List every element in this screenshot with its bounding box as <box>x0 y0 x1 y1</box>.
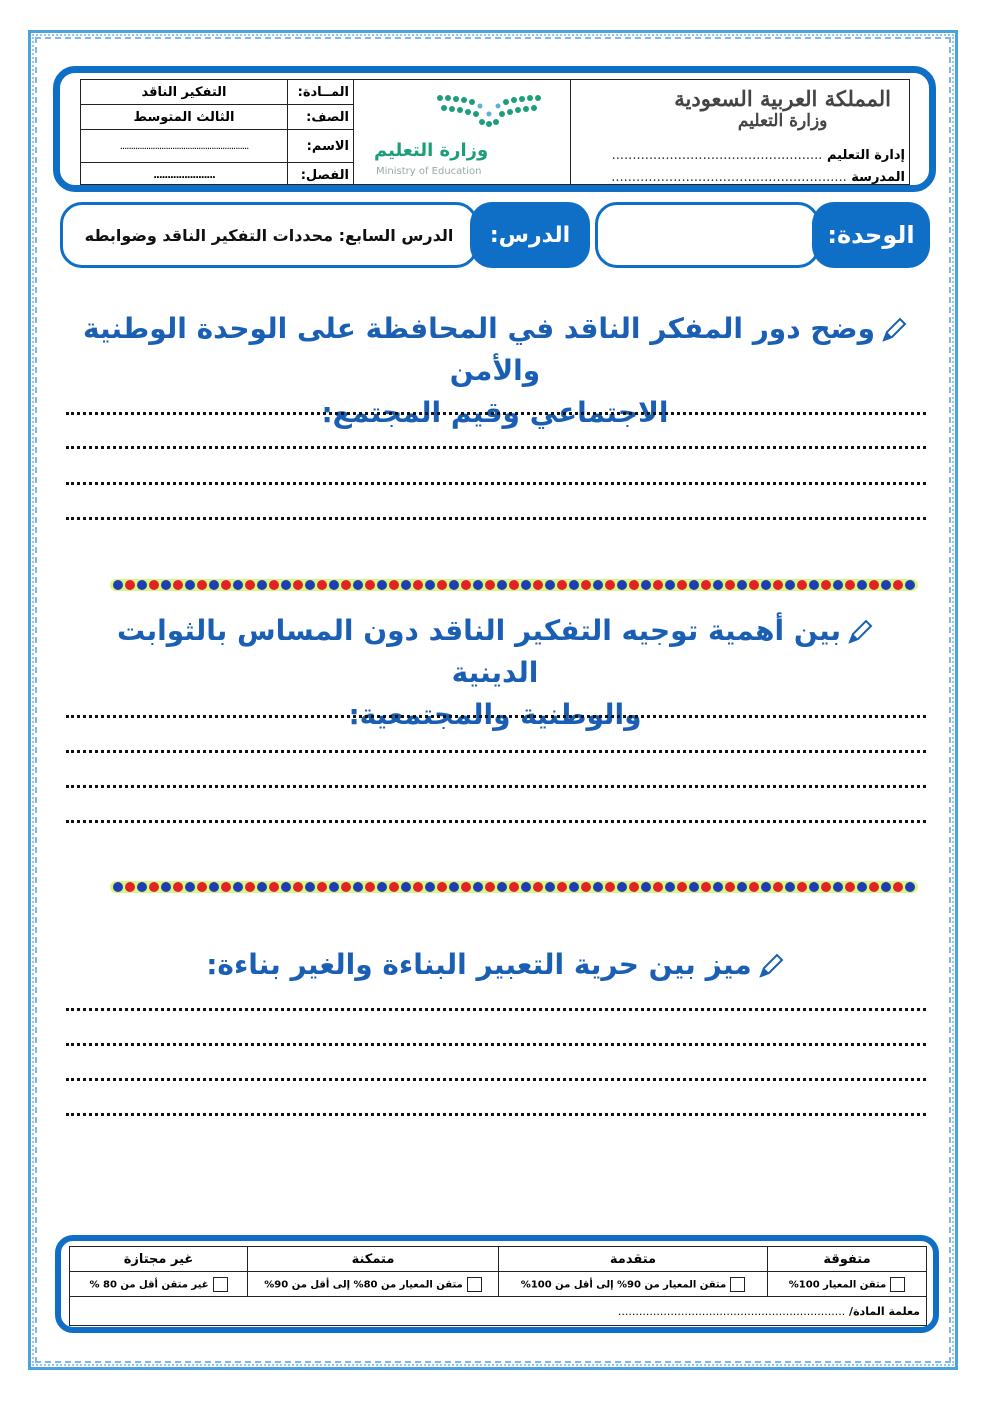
checkbox[interactable] <box>213 1277 228 1292</box>
bead <box>797 580 807 590</box>
criterion-proficient[interactable]: متقن المعيار من 80% إلى أقل من 90% <box>248 1272 499 1297</box>
bead <box>173 882 183 892</box>
unit-field[interactable] <box>595 202 820 268</box>
answer-line[interactable] <box>66 750 926 753</box>
bead <box>617 882 627 892</box>
bead <box>725 882 735 892</box>
bead <box>533 882 543 892</box>
bead <box>533 580 543 590</box>
bead <box>701 580 711 590</box>
answer-line[interactable] <box>66 446 926 449</box>
bead <box>221 580 231 590</box>
bead <box>365 580 375 590</box>
edu-admin-line: إدارة التعليم ................................................... <box>611 148 905 163</box>
bead <box>413 580 423 590</box>
bead <box>257 580 267 590</box>
bead <box>401 580 411 590</box>
bead <box>725 580 735 590</box>
bead <box>749 580 759 590</box>
bead <box>437 882 447 892</box>
bead <box>437 580 447 590</box>
bead <box>113 580 123 590</box>
level-proficient: متمكنة <box>248 1247 499 1272</box>
ministry-logo <box>353 80 570 184</box>
bead <box>641 882 651 892</box>
school-line: المدرسة ......................................................... <box>611 170 905 185</box>
bead <box>905 580 915 590</box>
bead <box>809 882 819 892</box>
bead <box>713 882 723 892</box>
bead <box>509 882 519 892</box>
answer-line[interactable] <box>66 1078 926 1081</box>
bead <box>317 580 327 590</box>
name-field[interactable]: ........................................................... <box>81 130 287 163</box>
bead <box>329 580 339 590</box>
header-values <box>81 80 287 184</box>
header-table <box>80 79 910 185</box>
bead <box>269 580 279 590</box>
bead <box>197 882 207 892</box>
bead <box>497 580 507 590</box>
answer-line[interactable] <box>66 412 926 415</box>
bead <box>689 580 699 590</box>
bead <box>773 882 783 892</box>
bead <box>473 882 483 892</box>
teacher-signature[interactable]: معلمة المادة/ ................................................................. <box>70 1297 927 1326</box>
bead <box>797 882 807 892</box>
bead <box>629 882 639 892</box>
level-advanced: متقدمة <box>499 1247 768 1272</box>
bead <box>341 882 351 892</box>
grade-value: الثالث المتوسط <box>81 105 287 130</box>
bead <box>821 882 831 892</box>
kingdom-emblem-text: المملكة العربية السعودية وزارة التعليم <box>674 86 891 131</box>
bead <box>137 580 147 590</box>
pencil-icon <box>881 317 907 343</box>
bead <box>701 882 711 892</box>
ministry-logo-ar: وزارة التعليم <box>374 140 489 161</box>
bead <box>293 580 303 590</box>
answer-line[interactable] <box>66 517 926 520</box>
bead <box>713 580 723 590</box>
bead <box>581 580 591 590</box>
bead <box>293 882 303 892</box>
bead <box>209 882 219 892</box>
bead <box>881 580 891 590</box>
bead <box>377 580 387 590</box>
bead <box>401 882 411 892</box>
subject-label: المــادة: <box>288 80 353 105</box>
class-label: الفصل: <box>300 167 349 183</box>
bead <box>389 882 399 892</box>
checkbox[interactable] <box>730 1277 745 1292</box>
question-3: ميز بين حرية التعبير البناءة والغير بناءة: <box>70 944 920 986</box>
bead <box>845 580 855 590</box>
bead <box>341 580 351 590</box>
bead <box>869 882 879 892</box>
lesson-label: الدرس: <box>470 202 590 268</box>
bead <box>161 882 171 892</box>
bead <box>521 580 531 590</box>
bead-divider <box>110 880 918 894</box>
bead <box>125 882 135 892</box>
bead <box>377 882 387 892</box>
bead <box>449 580 459 590</box>
bead <box>305 882 315 892</box>
checkbox[interactable] <box>890 1277 905 1292</box>
bead <box>665 580 675 590</box>
bead <box>173 580 183 590</box>
subject-value: التفكير الناقد <box>81 80 287 105</box>
assessment-table <box>69 1246 927 1326</box>
bead <box>509 580 519 590</box>
bead <box>149 882 159 892</box>
bead <box>353 580 363 590</box>
header-labels <box>287 80 353 184</box>
bead <box>233 882 243 892</box>
answer-line[interactable] <box>66 1008 926 1011</box>
bead <box>653 580 663 590</box>
bead <box>857 580 867 590</box>
bead <box>761 580 771 590</box>
bead <box>605 580 615 590</box>
answer-line[interactable] <box>66 1113 926 1116</box>
bead <box>185 882 195 892</box>
bead <box>269 882 279 892</box>
bead <box>257 882 267 892</box>
bead <box>737 882 747 892</box>
answer-line[interactable] <box>66 1043 926 1046</box>
bead <box>281 882 291 892</box>
level-excellent: متفوقة <box>768 1247 927 1272</box>
checkbox[interactable] <box>467 1277 482 1292</box>
bead <box>209 580 219 590</box>
bead <box>425 882 435 892</box>
bead <box>749 882 759 892</box>
ministry-logo-en: Ministry of Education <box>376 166 482 177</box>
question-1: وضح دور المفكر الناقد في المحافظة على الوحدة الوطنية والأمن الاجتماعي وقيم المجتمع: <box>70 308 920 434</box>
bead <box>857 882 867 892</box>
bead <box>245 580 255 590</box>
bead <box>881 882 891 892</box>
bead <box>485 580 495 590</box>
bead <box>221 882 231 892</box>
bead <box>149 580 159 590</box>
bead <box>413 882 423 892</box>
answer-line[interactable] <box>66 820 926 823</box>
bead <box>593 882 603 892</box>
bead <box>629 580 639 590</box>
bead <box>821 580 831 590</box>
bead <box>545 580 555 590</box>
bead <box>617 580 627 590</box>
bead <box>785 882 795 892</box>
bead <box>245 882 255 892</box>
bead <box>485 882 495 892</box>
bead <box>809 580 819 590</box>
bead <box>161 580 171 590</box>
bead <box>833 580 843 590</box>
bead <box>773 580 783 590</box>
question-2: بين أهمية توجيه التفكير الناقد دون المساس بالثوابت الدينية والوطنية والمجتمعية: <box>70 610 920 736</box>
ministry-logo-icon <box>434 92 544 130</box>
bead <box>665 882 675 892</box>
lesson-title: الدرس السابع: محددات التفكير الناقد وضوابطه <box>60 202 478 268</box>
pencil-icon <box>758 953 784 979</box>
bead <box>233 580 243 590</box>
bead <box>389 580 399 590</box>
bead <box>761 882 771 892</box>
bead <box>833 882 843 892</box>
header-panel <box>53 66 936 192</box>
answer-line[interactable] <box>66 482 926 485</box>
bead <box>905 882 915 892</box>
name-label: الاسم: <box>288 130 353 163</box>
bead-divider <box>110 578 918 592</box>
unit-label: الوحدة: <box>812 202 930 268</box>
bead <box>197 580 207 590</box>
bead <box>497 882 507 892</box>
assessment-panel <box>55 1235 939 1333</box>
bead <box>689 882 699 892</box>
bead <box>425 580 435 590</box>
grade-label: الصف: <box>288 105 353 130</box>
bead <box>353 882 363 892</box>
bead <box>521 882 531 892</box>
bead <box>461 882 471 892</box>
bead <box>581 882 591 892</box>
bead <box>593 580 603 590</box>
criterion-not-passed[interactable]: غير متقن أقل من 80 % <box>70 1272 248 1297</box>
bead <box>125 580 135 590</box>
bead <box>869 580 879 590</box>
bead <box>785 580 795 590</box>
bead <box>677 882 687 892</box>
bead <box>545 882 555 892</box>
bead <box>113 882 123 892</box>
bead <box>449 882 459 892</box>
bead <box>461 580 471 590</box>
bead <box>557 882 567 892</box>
answer-line[interactable] <box>66 785 926 788</box>
criterion-advanced[interactable]: متقن المعيار من 90% إلى أقل من 100% <box>499 1272 768 1297</box>
bead <box>137 882 147 892</box>
bead <box>737 580 747 590</box>
bead <box>569 580 579 590</box>
bead <box>845 882 855 892</box>
bead <box>677 580 687 590</box>
bead <box>653 882 663 892</box>
pencil-icon <box>847 619 873 645</box>
bead <box>893 580 903 590</box>
bead <box>641 580 651 590</box>
bead <box>473 580 483 590</box>
bead <box>605 882 615 892</box>
bead <box>365 882 375 892</box>
bead <box>557 580 567 590</box>
criterion-excellent[interactable]: متقن المعيار 100% <box>768 1272 927 1297</box>
bead <box>317 882 327 892</box>
class-field[interactable]: ...................... <box>153 169 215 181</box>
bead <box>305 580 315 590</box>
level-not-passed: غير مجتازة <box>70 1247 248 1272</box>
bead <box>893 882 903 892</box>
bead <box>281 580 291 590</box>
bead <box>569 882 579 892</box>
bead <box>185 580 195 590</box>
answer-line[interactable] <box>66 715 926 718</box>
header-kingdom-cell <box>570 80 909 184</box>
bead <box>329 882 339 892</box>
